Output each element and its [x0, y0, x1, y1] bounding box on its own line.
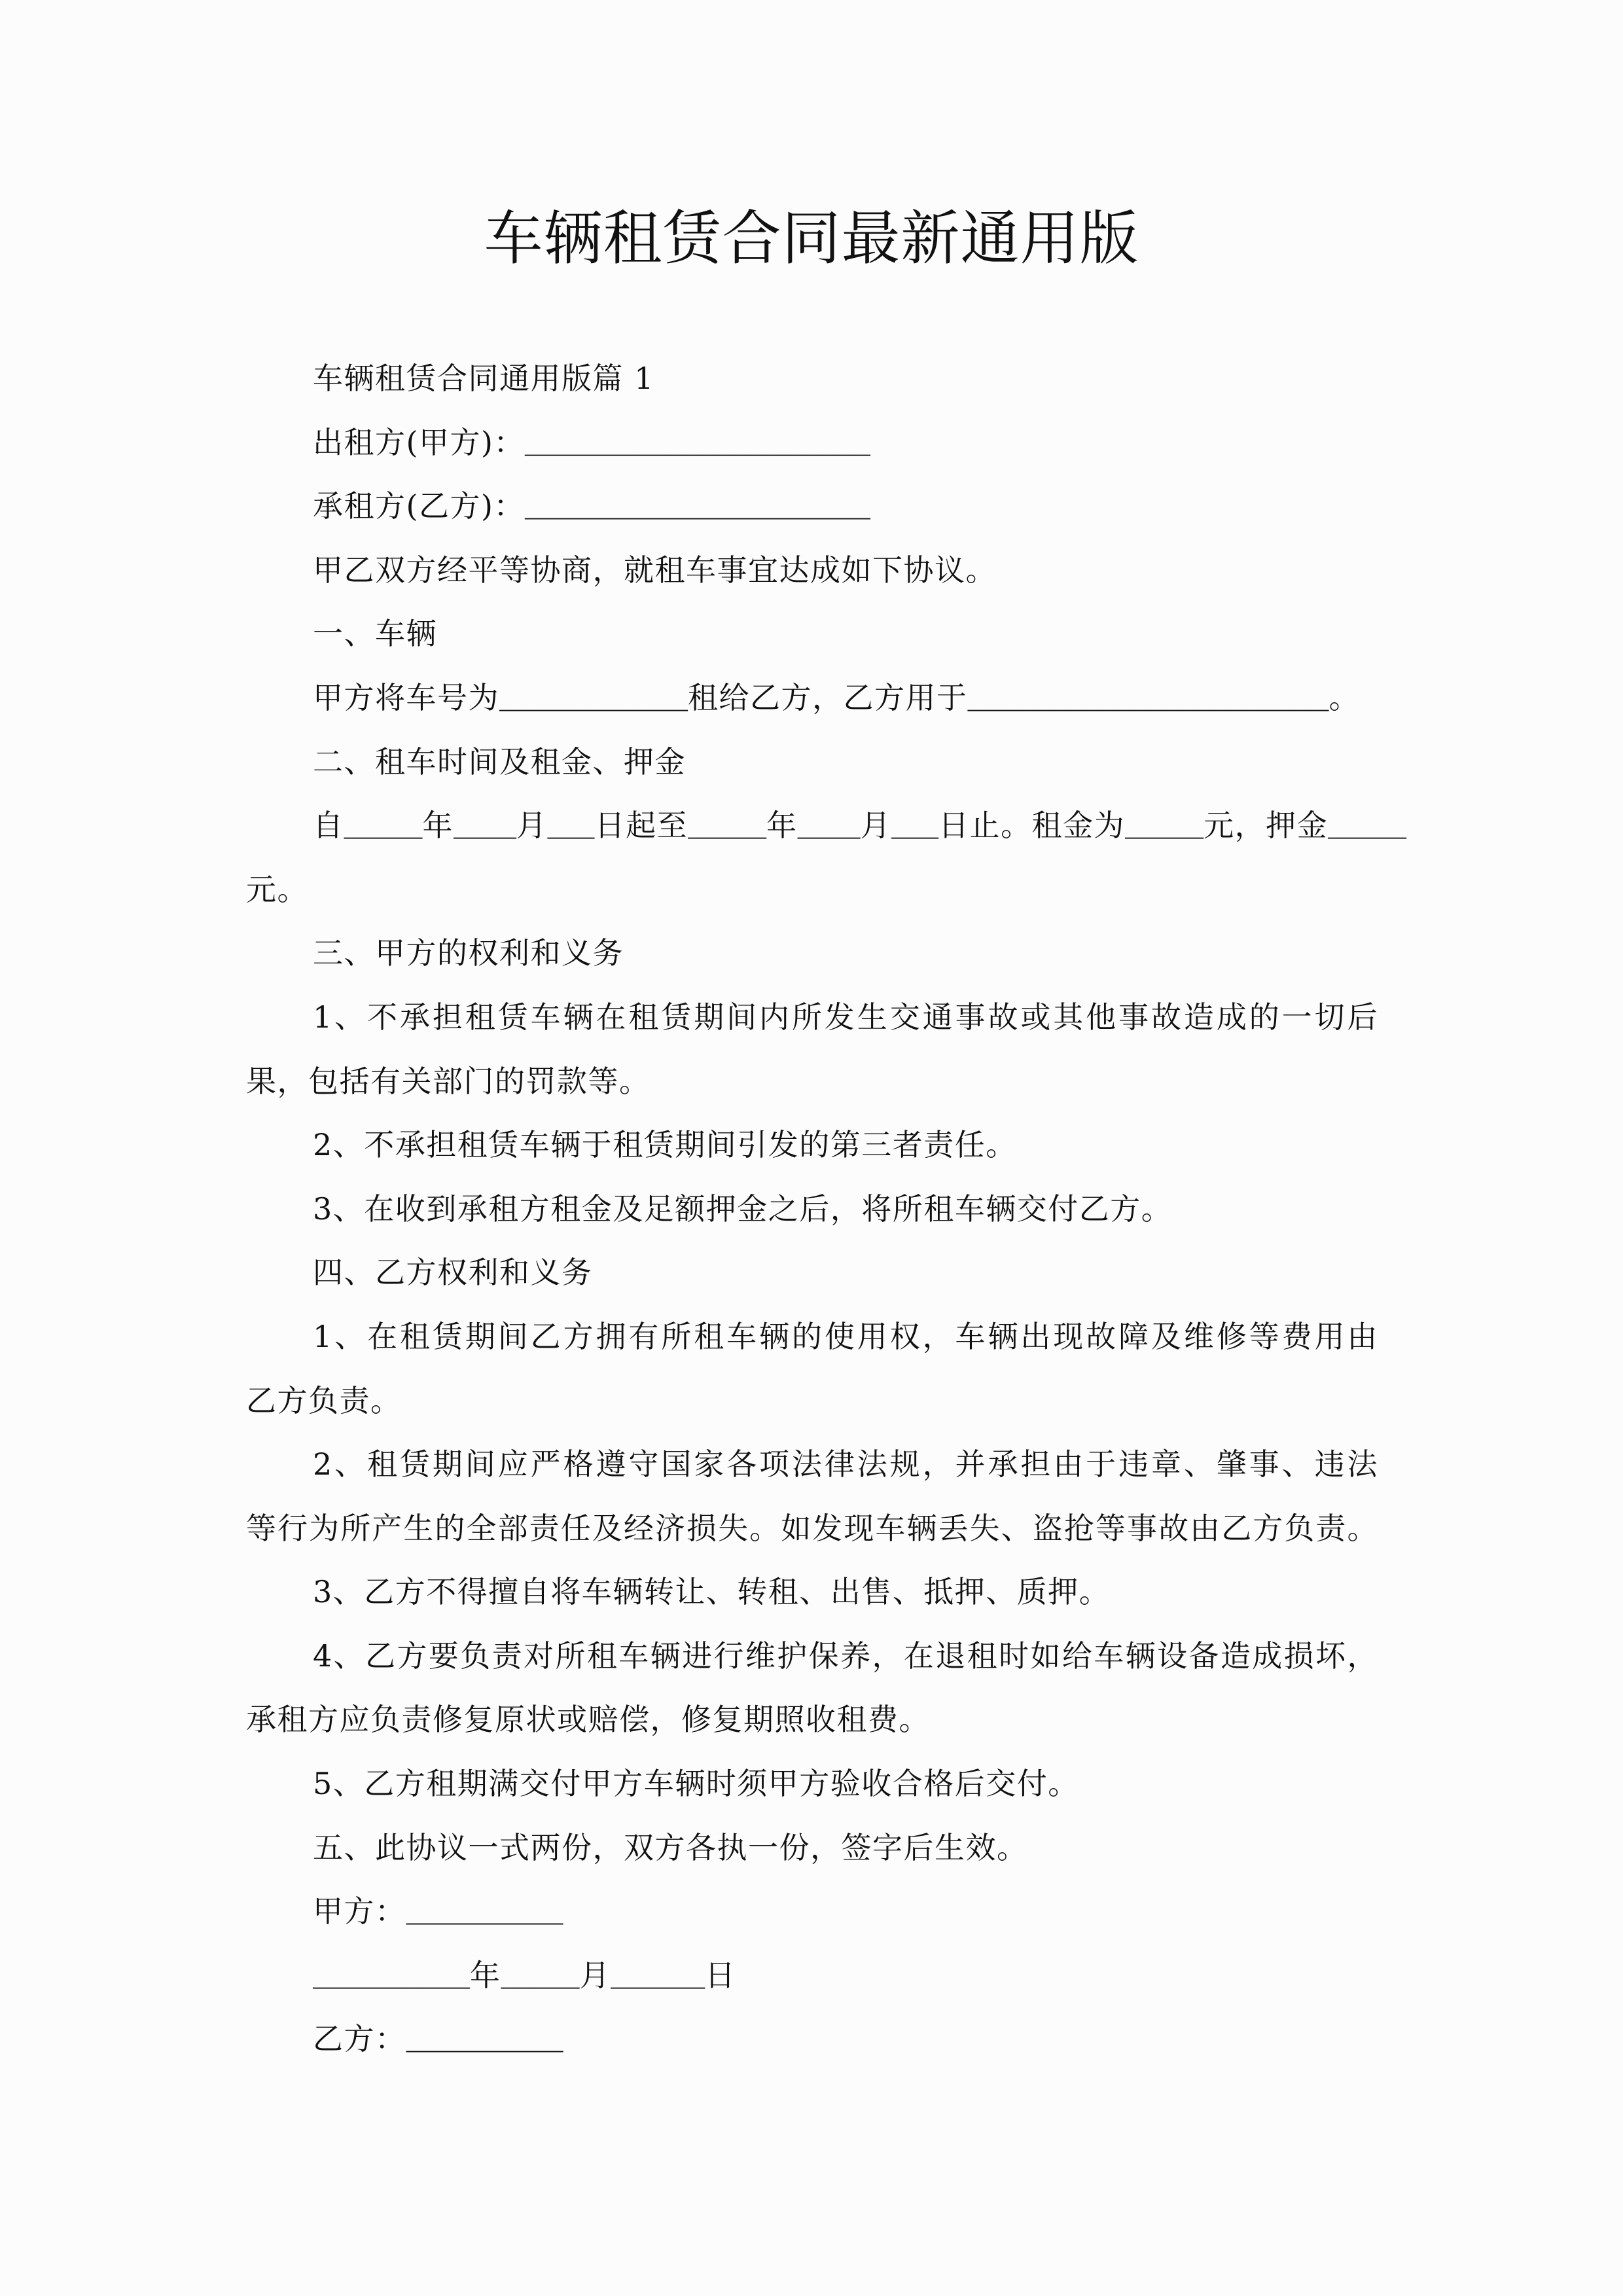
paragraph-continuation-line [246, 1050, 1378, 1114]
paragraph-line [246, 1113, 1378, 1177]
fill-in-blank[interactable]: ___ [891, 815, 939, 845]
paragraph-line [246, 1305, 1378, 1369]
paragraph-continuation-line [246, 858, 1378, 922]
text-segment: 3、乙方不得擅自将车辆转让、转租、出售、抵押、质押。 [313, 1574, 1111, 1610]
paragraph-line [246, 602, 1378, 666]
fill-in-blank[interactable]: ____________ [499, 687, 688, 717]
text-segment: 1、在租赁期间乙方拥有所租车辆的使用权，车辆出现故障及维修等费用由 [313, 1318, 1378, 1354]
text-segment: 日起至 [594, 808, 688, 844]
fill-in-blank[interactable]: ____ [454, 815, 517, 845]
text-segment: 年 [422, 808, 454, 844]
text-segment: 3、在收到承租方租金及足额押金之后，将所租车辆交付乙方。 [313, 1191, 1173, 1227]
text-segment: 等行为所产生的全部责任及经济损失。如发现车辆丢失、盗抢等事故由乙方负责。 [246, 1510, 1378, 1546]
text-segment: 三、甲方的权利和义务 [313, 935, 624, 971]
paragraph-line [246, 411, 1378, 475]
text-segment: 1、不承担租赁车辆在租赁期间内所发生交通事故或其他事故造成的一切后 [313, 999, 1378, 1035]
paragraph-line [246, 347, 1378, 411]
fill-in-blank[interactable]: _____ [344, 815, 423, 845]
paragraph-line [246, 1944, 1378, 2008]
paragraph-line [246, 2007, 1378, 2072]
text-segment: 4、乙方要负责对所租车辆进行维护保养，在退租时如给车辆设备造成损坏， [313, 1638, 1378, 1674]
paragraph-line [246, 1816, 1378, 1880]
paragraph-line [246, 986, 1378, 1050]
text-segment: 四、乙方权利和义务 [313, 1255, 593, 1291]
paragraph-line [246, 1560, 1378, 1624]
fill-in-blank[interactable]: __________ [313, 1964, 471, 1994]
text-segment: 乙方负责。 [246, 1382, 402, 1418]
text-segment: 一、车辆 [313, 616, 437, 652]
paragraph-line [246, 539, 1378, 603]
document-body [246, 347, 1407, 2072]
paragraph-line [246, 1433, 1378, 1497]
text-segment: 元。 [246, 871, 308, 907]
text-segment: 元，押金 [1204, 808, 1329, 844]
fill-in-blank[interactable]: ____ [797, 815, 861, 845]
text-segment: 车辆租赁合同通用版篇 1 [313, 361, 654, 396]
text-segment: 甲乙双方经平等协商，就租车事宜达成如下协议。 [313, 552, 997, 588]
text-segment: 出租方(甲方)： [313, 424, 525, 460]
text-segment: 自 [313, 808, 344, 844]
fill-in-blank[interactable]: ______________________ [524, 495, 870, 526]
paragraph-line [246, 922, 1378, 986]
text-segment: 日 [705, 1957, 736, 1993]
paragraph-continuation-line [246, 1497, 1378, 1561]
text-segment: 。 [1329, 679, 1361, 715]
fill-in-blank[interactable]: ______ [611, 1964, 705, 1994]
paragraph-continuation-line [246, 1369, 1378, 1433]
paragraph-line [246, 1177, 1378, 1242]
text-segment: 2、不承担租赁车辆于租赁期间引发的第三者责任。 [313, 1127, 1017, 1163]
text-segment: 日止。租金为 [938, 808, 1126, 844]
fill-in-blank[interactable]: _____ [1328, 815, 1407, 845]
fill-in-blank[interactable]: _____ [1125, 815, 1204, 845]
fill-in-blank[interactable]: _____ [501, 1964, 580, 1994]
paragraph-line [246, 1880, 1378, 1944]
fill-in-blank[interactable]: _______________________ [967, 687, 1329, 717]
paragraph-line [246, 794, 1407, 858]
paragraph-line [246, 730, 1378, 795]
fill-in-blank[interactable]: __________ [406, 2028, 563, 2058]
fill-in-blank[interactable]: _____ [688, 815, 767, 845]
fill-in-blank[interactable]: ______________________ [524, 431, 870, 461]
text-segment: 五、此协议一式两份，双方各执一份，签字后生效。 [313, 1829, 1028, 1865]
text-segment: 二、租车时间及租金、押金 [313, 744, 686, 780]
document-title: 车辆租赁合同最新通用版 [484, 204, 1139, 273]
text-segment: 月 [516, 808, 548, 844]
paragraph-line [246, 1241, 1378, 1305]
text-segment: 月 [579, 1957, 611, 1993]
text-segment: 年 [766, 808, 798, 844]
paragraph-line [246, 1752, 1378, 1816]
text-segment: 租给乙方，乙方用于 [688, 679, 968, 715]
paragraph-line [246, 1624, 1378, 1689]
text-segment: 甲方将车号为 [313, 679, 499, 715]
fill-in-blank[interactable]: __________ [406, 1901, 563, 1931]
text-segment: 果，包括有关部门的罚款等。 [246, 1063, 651, 1099]
paragraph-line [246, 666, 1378, 730]
text-segment: 乙方： [313, 2021, 406, 2057]
text-segment: 承租方应负责修复原状或赔偿，修复期照收租费。 [246, 1702, 930, 1738]
text-segment: 5、乙方租期满交付甲方车辆时须甲方验收合格后交付。 [313, 1766, 1079, 1802]
text-segment: 2、租赁期间应严格遵守国家各项法律法规，并承担由于违章、肇事、违法 [313, 1446, 1378, 1482]
text-segment: 甲方： [313, 1893, 406, 1929]
text-segment: 承租方(乙方)： [313, 488, 525, 524]
text-segment: 月 [860, 808, 892, 844]
paragraph-line [246, 475, 1378, 539]
fill-in-blank[interactable]: ___ [547, 815, 595, 845]
paragraph-continuation-line [246, 1688, 1378, 1752]
text-segment: 年 [470, 1957, 501, 1993]
